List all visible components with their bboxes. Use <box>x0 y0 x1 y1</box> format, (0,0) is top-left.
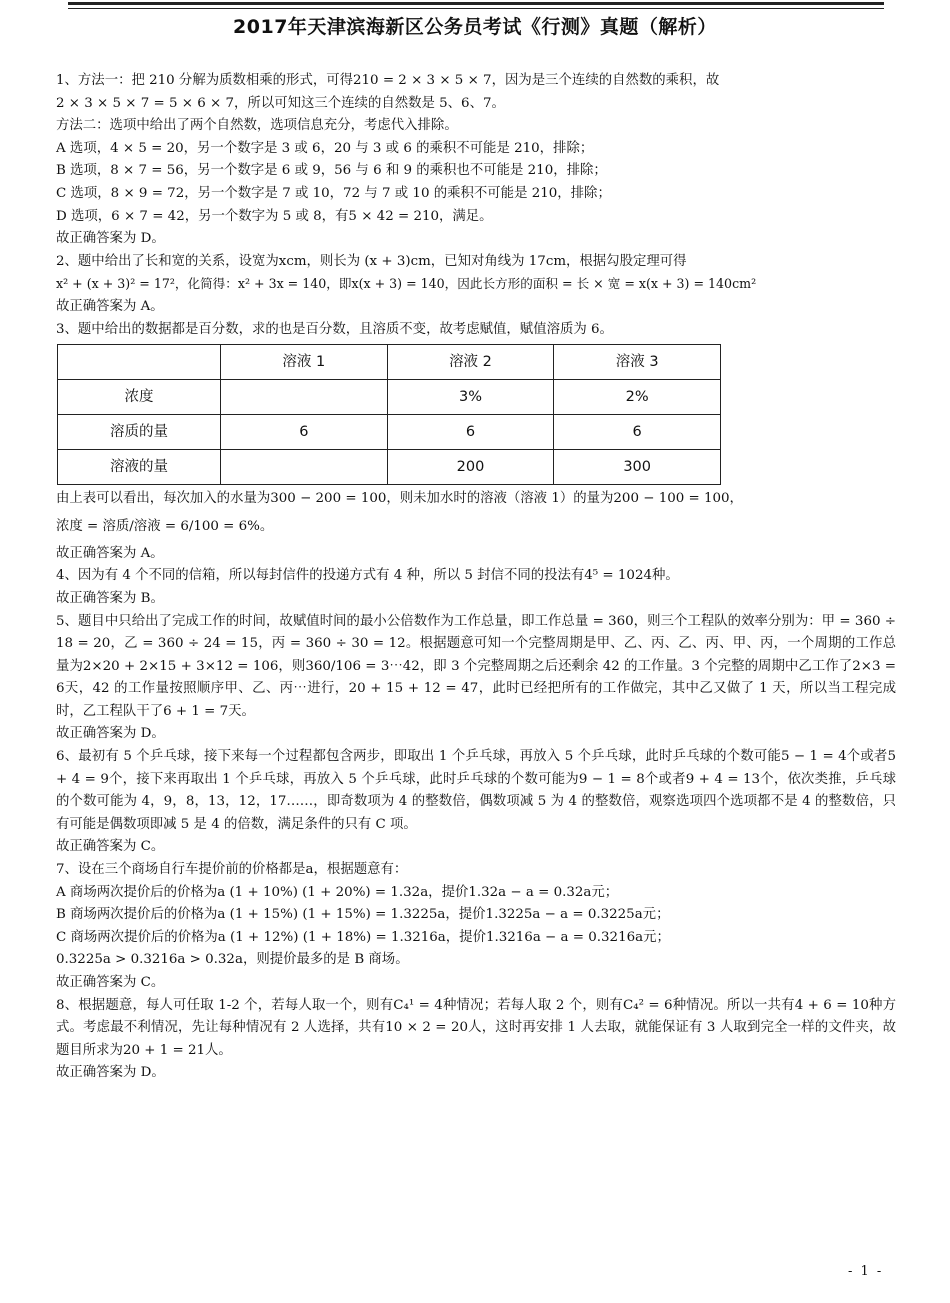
text-line: 0.3225a > 0.3216a > 0.32a，则提价最多的是 B 商场。 <box>56 952 409 968</box>
text-line: 故正确答案为 D。 <box>56 1065 165 1081</box>
table-cell: 300 <box>554 450 721 485</box>
text-line: 7、设在三个商场自行车提价前的价格都是a，根据题意有： <box>56 862 408 878</box>
text-line: A 商场两次提价后的价格为a (1 + 10%) (1 + 20%) = 1.32a，提价1.32a − a = 0.32a元； <box>56 884 619 900</box>
table-row-label: 浓度 <box>58 380 221 415</box>
table-cell: 2% <box>554 380 721 415</box>
text-line: 方法二：选项中给出了两个自然数，选项信息充分，考虑代入排除。 <box>56 118 458 134</box>
table-cell: 6 <box>554 415 721 450</box>
text-line: 1、方法一：把 210 分解为质数相乘的形式，可得210 = 2 × 3 × 5 × 7，因为是三个连续的自然数的乘积，故 <box>56 73 720 88</box>
text-line: 故正确答案为 B。 <box>56 590 164 606</box>
text-line: 故正确答案为 A。 <box>56 545 164 561</box>
table-row <box>58 450 721 485</box>
text-line: 故正确答案为 D。 <box>56 231 165 247</box>
text-line: C 选项，8 × 9 = 72，另一个数字是 7 或 10，72 与 7 或 10 的乘积不可能是 210，排除； <box>56 185 611 201</box>
text-line: D 选项，6 × 7 = 42，另一个数字为 5 或 8，有5 × 42 = 210，满足。 <box>56 208 493 224</box>
text-line: 2、题中给出了长和宽的关系，设宽为xcm，则长为 (x + 3)cm，已知对角线为 17cm，根据勾股定理可得 <box>56 253 687 269</box>
table-cell <box>221 380 388 415</box>
paragraph: 8、根据题意，每人可任取 1-2 个，若每人取一个，则有C₄¹ = 4种情况；若每人取 2 个，则有C₄² = 6种情况。所以一共有4 + 6 = 10种方式。考虑最不利情况，先让每种情况有 2 人选择，共有10 × 2 = 20人，这时再安排 1 人去取，就能保证有 3 人取到完全一样的文件夹，故题目所求为20 + 1 = 21人。 <box>56 997 896 1058</box>
table-row <box>58 415 721 450</box>
text-line: 故正确答案为 C。 <box>56 975 165 990</box>
text-line: 浓度 = 溶质/溶液 = 6/100 = 6%。 <box>56 518 274 534</box>
text-line: 故正确答案为 C。 <box>56 839 165 855</box>
table-header-row <box>58 345 721 380</box>
table-cell <box>221 450 388 485</box>
header-rule-thin <box>68 8 884 9</box>
text-line: B 商场两次提价后的价格为a (1 + 15%) (1 + 15%) = 1.3225a，提价1.3225a − a = 0.3225a元； <box>56 907 670 923</box>
table-header-cell: 溶液 1 <box>221 345 388 380</box>
table-cell: 6 <box>387 415 554 450</box>
text-line: 2 × 3 × 5 × 7 = 5 × 6 × 7，所以可知这三个连续的自然数是 5、6、7。 <box>56 95 505 111</box>
text-line: 由上表可以看出，每次加入的水量为300 − 200 = 100，则未加水时的溶液（溶液 1）的量为200 − 100 = 100， <box>56 491 743 507</box>
table-cell: 200 <box>387 450 554 485</box>
header-rule-thick <box>68 2 884 5</box>
table-row-label: 溶液的量 <box>58 450 221 485</box>
document-body <box>56 70 896 1085</box>
text-line: 3、题中给出的数据都是百分数，求的也是百分数，且溶质不变，故考虑赋值，赋值溶质为 6。 <box>56 321 613 337</box>
text-line: 故正确答案为 D。 <box>56 726 165 742</box>
table-cell: 3% <box>387 380 554 415</box>
table-header-cell: 溶液 3 <box>554 345 721 380</box>
paragraph: 5、题目中只给出了完成工作的时间，故赋值时间的最小公倍数作为工作总量，即工作总量 = 360，则三个工程队的效率分别为：甲 = 360 ÷ 18 = 20，乙 = 360 ÷ 24 = 15，丙 = 360 ÷ 30 = 12。根据题意可知一个完整周期是甲、乙、丙、乙、丙、甲、丙，一个周期的工作总量为2×20 + 2×15 + 3×12 = 106，则360/106 = 3⋯42，即 3 个完整周期之后还剩余 42 的工作量。3 个完整的周期中乙工作了2×3 = 6天，42 的工作量按照顺序甲、乙、丙⋯进行，20 + 15 + 12 = 47，此时已经把所有的工作做完，其中乙又做了 1 天，所以当工程完成时，乙工程队干了6 + 1 = 7天。 <box>56 613 896 719</box>
text-line: C 商场两次提价后的价格为a (1 + 12%) (1 + 18%) = 1.3216a，提价1.3216a − a = 0.3216a元； <box>56 929 670 945</box>
table-row <box>58 380 721 415</box>
text-line: B 选项，8 × 7 = 56，另一个数字是 6 或 9，56 与 6 和 9 的乘积也不可能是 210，排除； <box>56 163 607 179</box>
table-row-label: 溶质的量 <box>58 415 221 450</box>
text-line: A 选项，4 × 5 = 20，另一个数字是 3 或 6，20 与 3 或 6 的乘积不可能是 210，排除； <box>56 140 594 156</box>
table-cell: 6 <box>221 415 388 450</box>
page-title: 2017年天津滨海新区公务员考试《行测》真题（解析） <box>233 16 717 38</box>
text-line: 4、因为有 4 个不同的信箱，所以每封信件的投递方式有 4 种，所以 5 封信不同的投法有4⁵ = 1024种。 <box>56 568 679 584</box>
paragraph: 6、最初有 5 个乒乓球，接下来每一个过程都包含两步，即取出 1 个乒乓球，再放入 5 个乒乓球，此时乒乓球的个数可能5 − 1 = 4个或者5 + 4 = 9个，接下来再取出 1 个乒乓球，再放入 5 个乒乓球，此时乒乓球的个数可能为9 − 1 = 8个或者9 + 4 = 13个，依次类推，乒乓球的个数可能为 4，9，8，13，12，17……，即奇数项为 4 的整数倍，偶数项减 5 为 4 的整数倍，观察选项四个选项都不是 4 的整数倍，只有可能是偶数项即减 5 是 4 的倍数，满足条件的只有 C 项。 <box>56 749 896 832</box>
table-header-cell: 溶液 2 <box>387 345 554 380</box>
text-line: x² + (x + 3)² = 17²，化简得：x² + 3x = 140，即x(x + 3) = 140，因此长方形的面积 = 长 × 宽 = x(x + 3) = 140cm² <box>56 276 757 292</box>
text-line: 故正确答案为 A。 <box>56 298 164 314</box>
page-number: - 1 - <box>848 1264 884 1279</box>
table-cell <box>58 345 221 380</box>
solution-table <box>57 344 721 485</box>
